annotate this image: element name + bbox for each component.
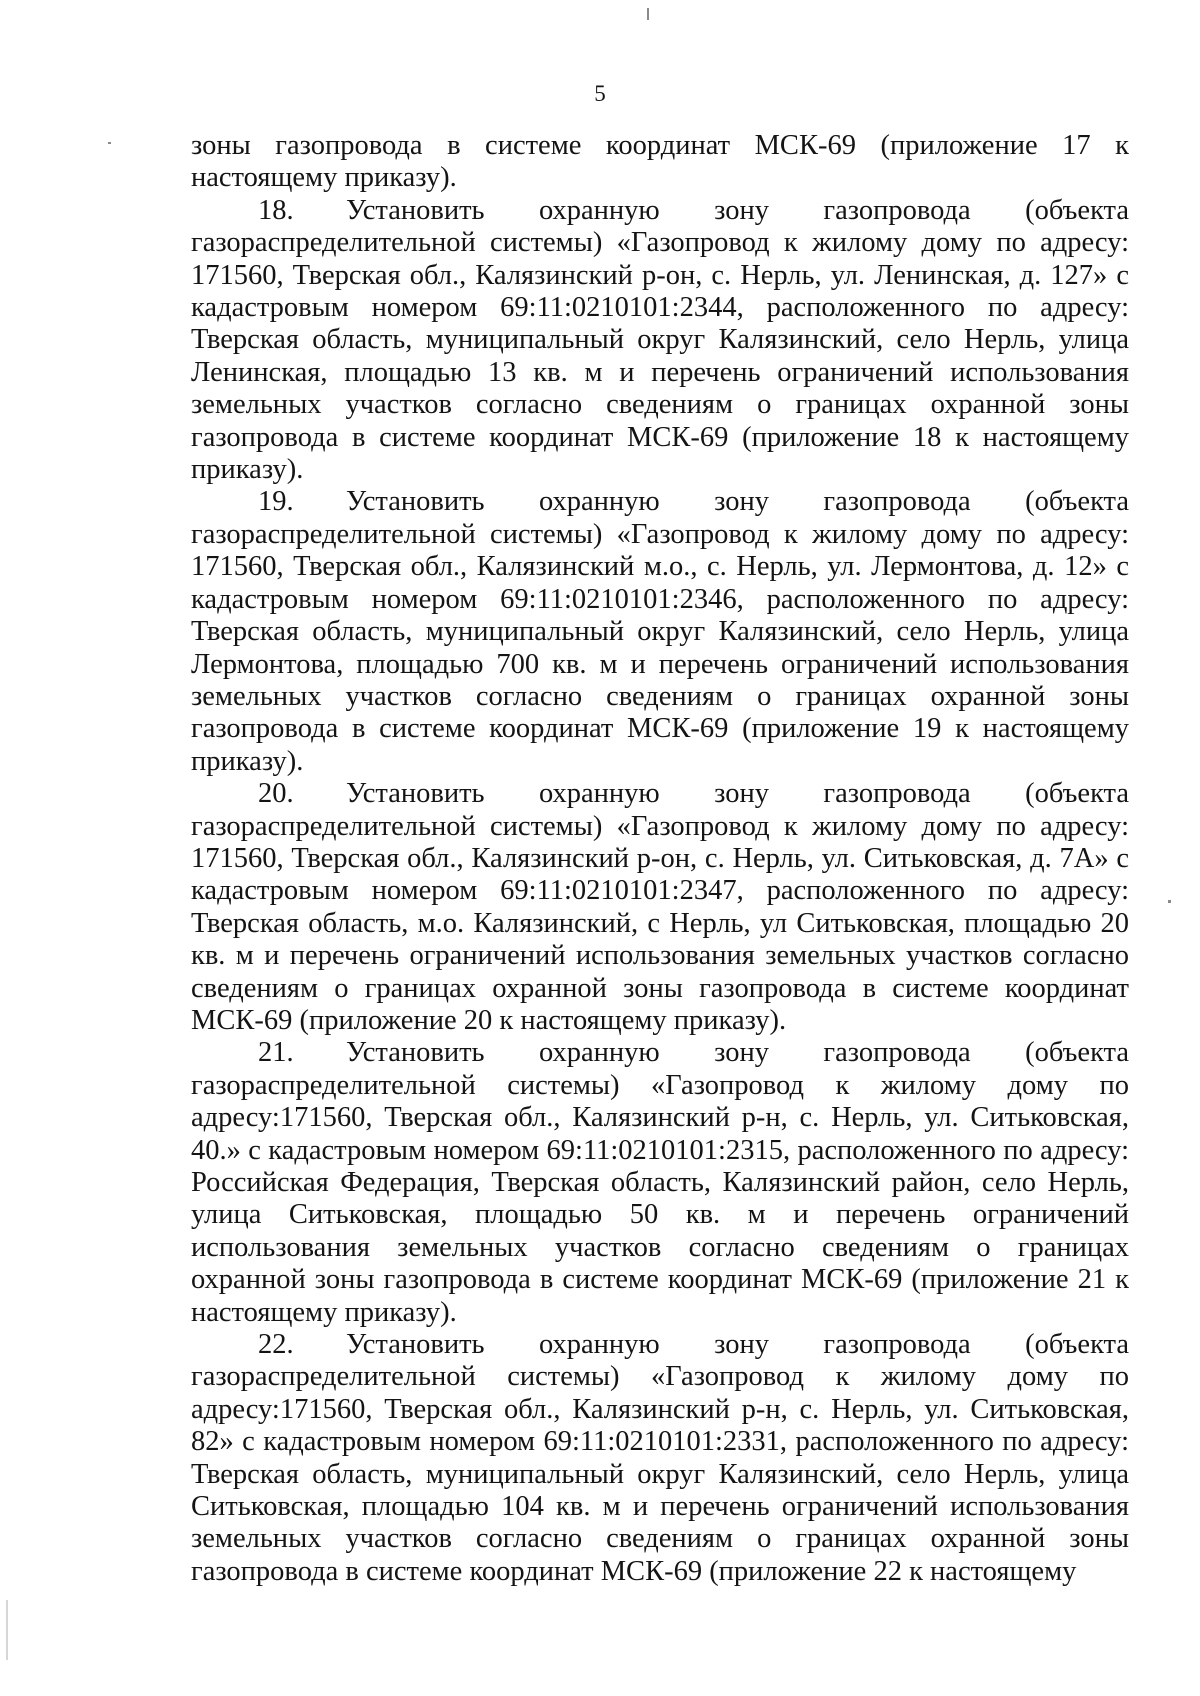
- list-item-22: [191, 1329, 1129, 1588]
- item-number: 19.: [258, 486, 294, 518]
- item-number: 20.: [258, 778, 294, 810]
- document-body: [191, 130, 1129, 1588]
- scan-speck: [6, 1600, 8, 1660]
- scan-speck: [1168, 900, 1171, 903]
- item-text: Установить охранную зону газопровода (объекта газораспределительной системы) «Газопровод к жилому дому по адресу:171560, Тверская обл., Калязинский р-н, с. Нерль, ул. Ситьковская, 40.» с кадастровым номером 69:11:0210101:2315, расположенного по адресу: Российская Федерация, Тверская область, Калязинский район, село Нерль, улица Ситьковская, площадью 50 кв. м и перечень ограничений использования земельных участков согласно сведениям о границах охранной зоны газопровода в системе координат МСК-69 (приложение 21 к настоящему приказу).: [191, 1037, 1129, 1328]
- item-text: Установить охранную зону газопровода (объекта газораспределительной системы) «Газопровод к жилому дому по адресу: 171560, Тверская обл., Калязинский р-он, с. Нерль, ул. Ситьковская, д. 7А» с кадастровым номером 69:11:0210101:2347, расположенного по адресу: Тверская область, м.о. Калязинский, с Нерль, ул Ситьковская, площадью 20 кв. м и перечень ограничений использования земельных участков согласно сведениям о границах охранной зоны газопровода в системе координат МСК-69 (приложение 20 к настоящему приказу).: [191, 778, 1129, 1036]
- list-item-20: [191, 778, 1129, 1037]
- item-text: Установить охранную зону газопровода (объекта газораспределительной системы) «Газопровод к жилому дому по адресу:171560, Тверская обл., Калязинский р-н, с. Нерль, ул. Ситьковская, 82» с кадастровым номером 69:11:0210101:2331, расположенного по адресу: Тверская область, муниципальный округ Калязинский, село Нерль, улица Ситьковская, площадью 104 кв. м и перечень ограничений использования земельных участков согласно сведениям о границах охранной зоны газопровода в системе координат МСК-69 (приложение 22 к настоящему: [191, 1329, 1129, 1587]
- item-text: Установить охранную зону газопровода (объекта газораспределительной системы) «Газопровод к жилому дому по адресу: 171560, Тверская обл., Калязинский м.о., с. Нерль, ул. Лермонтова, д. 12» с кадастровым номером 69:11:0210101:2346, расположенного по адресу: Тверская область, муниципальный округ Калязинский, село Нерль, улица Лермонтова, площадью 700 кв. м и перечень ограничений использования земельных участков согласно сведениям о границах охранной зоны газопровода в системе координат МСК-69 (приложение 19 к настоящему приказу).: [191, 486, 1129, 777]
- item-number: 21.: [258, 1037, 294, 1069]
- item-text: Установить охранную зону газопровода (объекта газораспределительной системы) «Газопровод к жилому дому по адресу: 171560, Тверская обл., Калязинский р-он, с. Нерль, ул. Ленинская, д. 127» с кадастровым номером 69:11:0210101:2344, расположенного по адресу: Тверская область, муниципальный округ Калязинский, село Нерль, улица Ленинская, площадью 13 кв. м и перечень ограничений использования земельных участков согласно сведениям о границах охранной зоны газопровода в системе координат МСК-69 (приложение 18 к настоящему приказу).: [191, 194, 1129, 486]
- list-item-21: [191, 1037, 1129, 1329]
- page-number: 5: [594, 81, 606, 106]
- scan-speck: [647, 8, 649, 20]
- item-number: 18.: [258, 194, 294, 226]
- list-item-18: [191, 195, 1129, 487]
- item-number: 22.: [258, 1329, 294, 1361]
- intro-paragraph: зоны газопровода в системе координат МСК-69 (приложение 17 к настоящему приказу).: [191, 130, 1129, 194]
- list-item-19: [191, 486, 1129, 778]
- scan-speck: [108, 142, 111, 144]
